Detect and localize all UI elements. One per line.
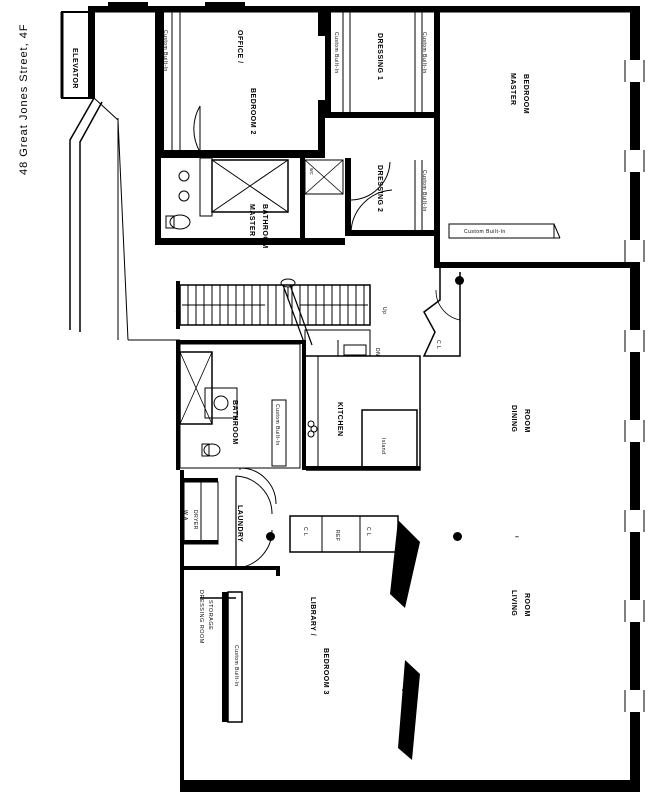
room-label-kitchen: KITCHEN: [336, 402, 343, 437]
stair-arrow-label: ↓: [175, 308, 178, 314]
room-label-dressing-1: DRESSING 1: [376, 33, 383, 81]
room-label-living-room: LIVING: [510, 590, 517, 617]
washer-label: W A: [182, 510, 188, 521]
room-label-master-bathroom: MASTER: [248, 204, 255, 237]
stair-down-label: DN: [374, 348, 380, 357]
island-label: Island: [380, 438, 386, 455]
built-in-label-dressing2: Custom Built-In: [421, 170, 427, 212]
room-label-living-room-2: ROOM: [523, 593, 530, 617]
column-dot-3: [266, 532, 275, 541]
closet-label-2: C L: [302, 527, 308, 537]
water-closet-label: wc: [308, 168, 314, 176]
dryer-label: DRYER: [192, 510, 198, 530]
room-label-dressing-room-storage: DRESSING ROOM: [198, 590, 204, 644]
built-in-label-dressing1-left: Custom Built-In: [333, 32, 339, 74]
room-label-laundry: LAUNDRY: [236, 505, 243, 543]
built-in-label-master: Custom Built-In: [464, 229, 506, 235]
room-label-bathroom: BATHROOM: [231, 400, 238, 445]
room-label-dressing-2: DRESSING 2: [376, 165, 383, 213]
room-label-bedroom-3: BEDROOM 3: [322, 648, 329, 695]
room-label-master-bathroom-2: BATHROOM: [261, 204, 268, 249]
closet-label-1: C L: [435, 340, 441, 350]
room-label-bedroom-2: BEDROOM 2: [249, 88, 256, 135]
room-label-master-bedroom: MASTER: [509, 73, 516, 106]
built-in-label-dressing1-right: Custom Built-In: [421, 32, 427, 74]
room-label-library: LIBRARY /: [309, 597, 316, 637]
closet-label-3: C L: [365, 527, 371, 537]
built-in-label-office: Custom Built-In: [162, 30, 168, 72]
room-label-master-bedroom-2: BEDROOM: [522, 74, 529, 115]
room-label-office: OFFICE /: [236, 30, 243, 64]
built-in-label-library: Custom Built-In: [233, 645, 239, 687]
column-dot-2: [453, 532, 462, 541]
dimension-dash: –: [515, 534, 520, 541]
room-label-dressing-room-storage-2: STORAGE: [207, 600, 213, 631]
room-label-dining-room-2: ROOM: [523, 409, 530, 433]
stair-up-label: Up: [381, 307, 387, 315]
room-label-dining-room: DINING: [510, 405, 517, 433]
column-dot-1: [455, 276, 464, 285]
page-title: 48 Great Jones Street, 4F: [18, 23, 30, 175]
room-label-elevator: ELEVATOR: [71, 48, 78, 89]
built-in-label-bathroom: Custom Built-In: [274, 404, 280, 446]
refrigerator-label: REF: [334, 530, 340, 542]
